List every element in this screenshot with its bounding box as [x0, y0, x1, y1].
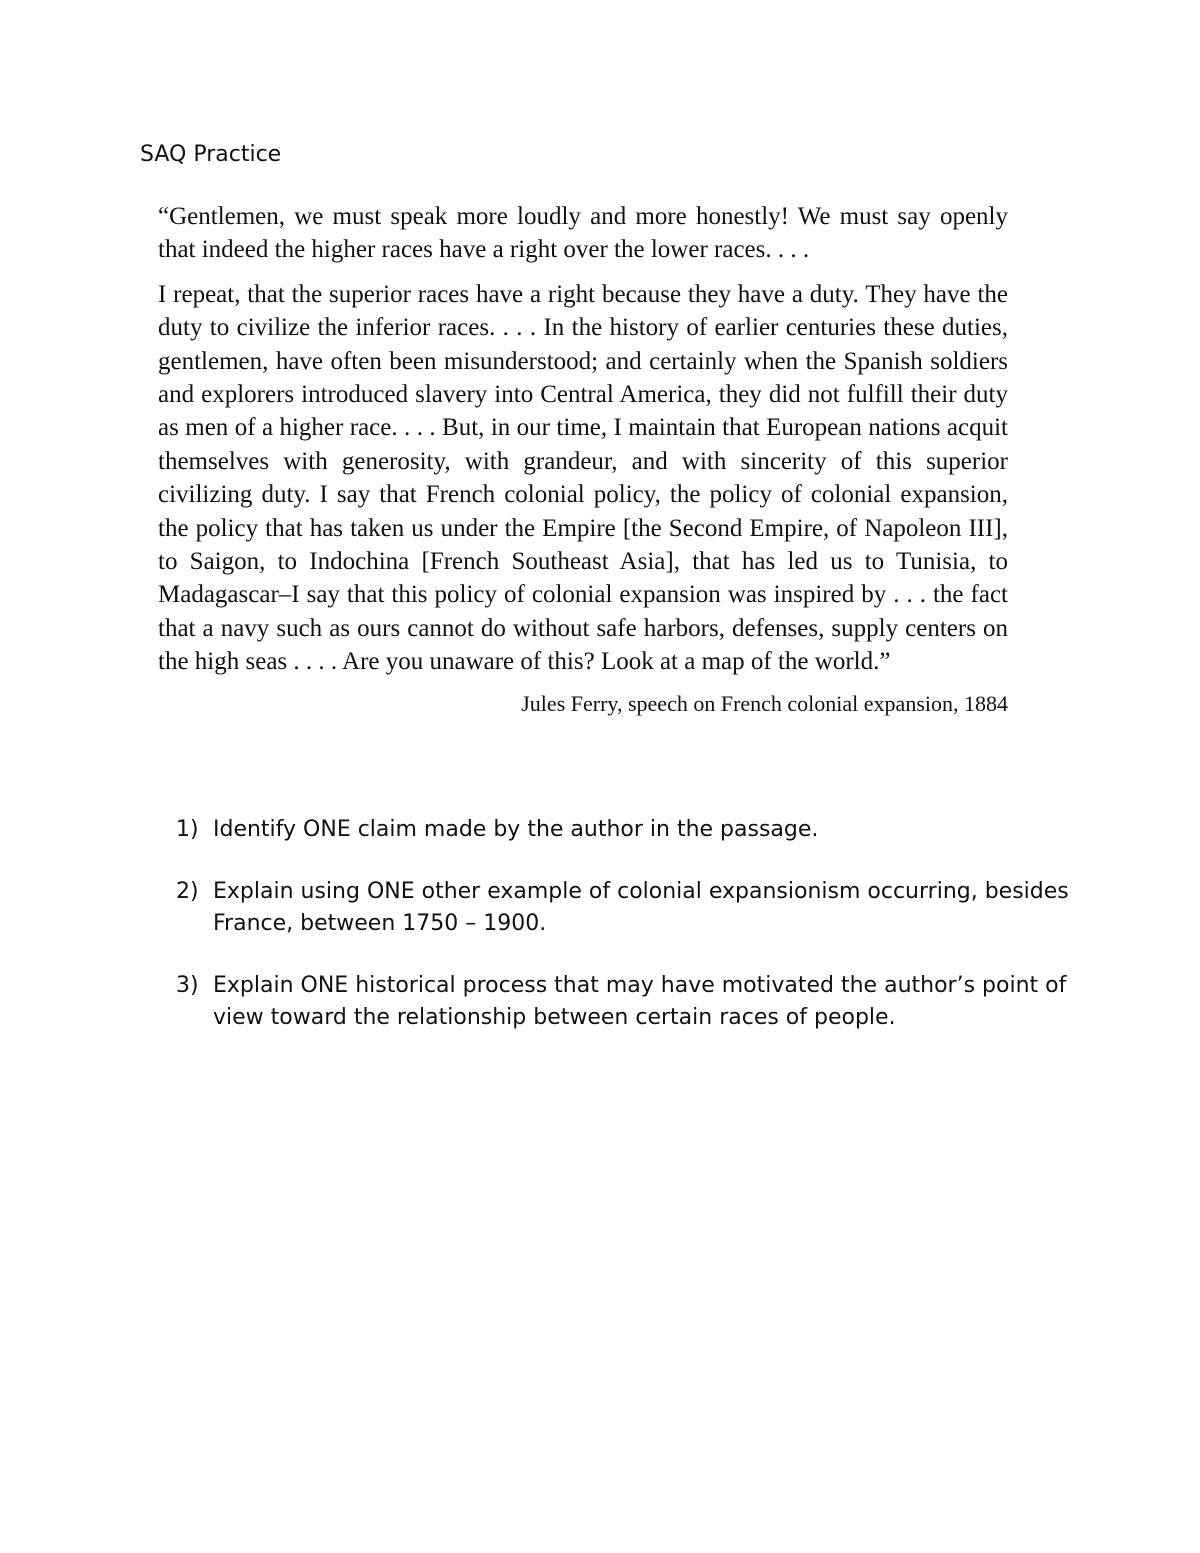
- question-item-2: [176, 876, 1076, 940]
- question-item-1: [176, 814, 1076, 846]
- question-list: [176, 814, 1076, 1064]
- question-text: Explain ONE historical process that may have motivated the author’s point of view toward the relationship between certain races of people.: [213, 973, 1067, 1030]
- question-number: 1): [176, 817, 199, 842]
- page-title: SAQ Practice: [140, 142, 282, 167]
- question-number: 3): [176, 973, 199, 998]
- excerpt-block: [158, 200, 1008, 719]
- question-number: 2): [176, 879, 199, 904]
- question-item-3: [176, 970, 1076, 1034]
- question-text: Identify ONE claim made by the author in the passage.: [213, 817, 819, 842]
- excerpt-paragraph-2: I repeat, that the superior races have a right because they have a duty. They have the duty to civilize the inferior races. . . . In the history of earlier centuries these duties, gentlemen, have often been misunderstood; and certainly when the Spanish soldiers and explorers introduced slavery into Central America, they did not fulfill their duty as men of a higher race. . . . But, in our time, I maintain that European nations acquit themselves with generosity, with grandeur, and with sincerity of this superior civilizing duty. I say that French colonial policy, the policy of colonial expansion, the policy that has taken us under the Empire [the Second Empire, of Napoleon III], to Saigon, to Indochina [French Southeast Asia], that has led us to Tunisia, to Madagascar–I say that this policy of colonial expansion was inspired by . . . the fact that a navy such as ours cannot do without safe harbors, defenses, supply centers on the high seas . . . . Are you unaware of this? Look at a map of the world.”: [158, 280, 1008, 676]
- excerpt-paragraph-1: “Gentlemen, we must speak more loudly and more honestly! We must say openly that indeed the higher races have a right over the lower races. . . .: [158, 203, 1008, 264]
- excerpt-attribution: Jules Ferry, speech on French colonial expansion, 1884: [521, 690, 1008, 716]
- question-text: Explain using ONE other example of colonial expansionism occurring, besides France, between 1750 – 1900.: [213, 879, 1069, 936]
